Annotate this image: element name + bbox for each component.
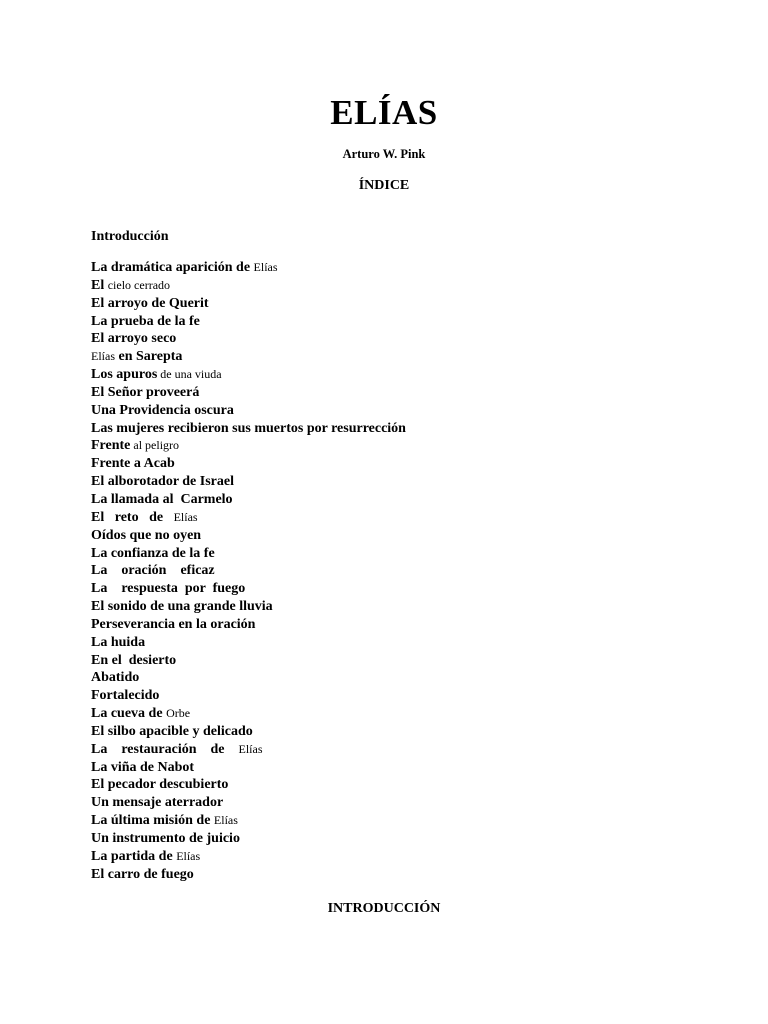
toc-heading: ÍNDICE: [358, 178, 410, 193]
toc-entry-small-text: Elías: [173, 509, 198, 524]
toc-entry[interactable]: [91, 598, 406, 616]
toc-entry-introduction[interactable]: Introducción: [91, 229, 169, 244]
toc-entry-text: El arroyo de Querit: [91, 295, 209, 311]
toc-entry-text: Perseverancia en la oración: [91, 616, 256, 632]
toc-entry-text: El Señor proveerá: [91, 384, 200, 400]
toc-entry[interactable]: [91, 741, 406, 759]
toc-entry-small-text: al peligro: [130, 438, 180, 453]
toc-entry-text: Frente a Acab: [91, 456, 175, 472]
toc-entry-small-text: Elías: [213, 813, 238, 828]
toc-entry[interactable]: [91, 616, 406, 634]
toc-entry-text: Una Providencia oscura: [91, 402, 234, 418]
toc-entry[interactable]: [91, 277, 406, 295]
toc-entry-text: La partida de: [91, 848, 177, 864]
toc-entry-text: El carro de fuego: [91, 866, 194, 882]
toc-entry[interactable]: [91, 420, 406, 438]
toc-entry-text: Un instrumento de juicio: [91, 831, 240, 846]
toc-entry[interactable]: [91, 313, 406, 331]
toc-entry[interactable]: [91, 812, 406, 830]
toc-entry-text: Los apuros: [91, 367, 158, 383]
toc-entry-text: Las mujeres recibieron sus muertos por resurrección: [91, 420, 406, 436]
toc-entry-text: La dramática aparición de: [91, 260, 254, 275]
toc-entry[interactable]: [91, 759, 406, 777]
toc-entry[interactable]: [91, 402, 406, 420]
toc-entry[interactable]: [91, 259, 406, 277]
toc-entry-small-text: Elías: [238, 741, 263, 756]
toc-entry[interactable]: [91, 473, 406, 491]
toc-entry[interactable]: [91, 705, 406, 723]
toc-entry[interactable]: [91, 295, 406, 313]
toc-entry-text: Frente: [91, 438, 131, 454]
toc-entry[interactable]: [91, 348, 406, 366]
toc-entry-text: La llamada al Carmelo: [91, 491, 233, 507]
toc-entry-text: El arroyo seco: [91, 331, 177, 347]
toc-entry[interactable]: [91, 384, 406, 402]
toc-entry-text: El silbo apacible y delicado: [91, 723, 253, 739]
toc-entry[interactable]: [91, 634, 406, 652]
toc-entry-text: En el desierto: [91, 652, 177, 668]
table-of-contents: [91, 259, 406, 884]
toc-entry[interactable]: [91, 545, 406, 563]
toc-entry-small-text: Elías: [176, 848, 201, 863]
toc-entry[interactable]: [91, 794, 406, 812]
toc-entry-tail-text: en Sarepta: [115, 349, 183, 365]
toc-entry-text: Oídos que no oyen: [91, 527, 202, 543]
toc-entry-text: La restauración de: [91, 741, 239, 757]
toc-entry[interactable]: [91, 652, 406, 670]
toc-entry-text: El sonido de una grande lluvia: [91, 599, 273, 615]
toc-entry-small-text: Elías: [253, 260, 278, 274]
toc-entry-text: La respuesta por fuego: [91, 581, 246, 597]
toc-entry[interactable]: [91, 687, 406, 705]
toc-entry[interactable]: [91, 866, 406, 884]
toc-entry[interactable]: [91, 580, 406, 598]
toc-entry-text: La confianza de la fe: [91, 545, 215, 561]
toc-entry[interactable]: [91, 776, 406, 794]
toc-entry[interactable]: [91, 669, 406, 687]
toc-entry[interactable]: [91, 562, 406, 580]
toc-entry-text: La oración eficaz: [91, 563, 215, 579]
toc-entry-small-text: cielo cerrado: [107, 277, 171, 292]
toc-entry[interactable]: [91, 509, 406, 527]
toc-entry-text: El: [91, 277, 108, 293]
toc-entry-text: La prueba de la fe: [91, 313, 200, 329]
document-title: ELÍAS: [330, 93, 438, 132]
toc-entry[interactable]: [91, 491, 406, 509]
toc-entry-text: Un mensaje aterrador: [91, 795, 224, 811]
toc-entry-small-text: Orbe: [166, 706, 191, 721]
toc-entry-text: Abatido: [91, 670, 140, 686]
toc-entry-text: El pecador descubierto: [91, 777, 229, 793]
toc-entry-text: El reto de: [91, 509, 174, 525]
toc-entry[interactable]: [91, 455, 406, 473]
toc-entry[interactable]: [91, 848, 406, 866]
toc-entry-small-text: Elías: [91, 349, 115, 364]
toc-entry-text: La última misión de: [91, 813, 214, 829]
toc-entry[interactable]: [91, 723, 406, 741]
toc-entry[interactable]: [91, 527, 406, 545]
toc-entry[interactable]: [91, 830, 406, 848]
toc-entry-small-text: de una viuda: [157, 367, 222, 382]
toc-entry[interactable]: [91, 366, 406, 384]
toc-entry-text: El alborotador de Israel: [91, 474, 234, 490]
toc-entry-text: Fortalecido: [91, 688, 160, 704]
toc-entry[interactable]: [91, 330, 406, 348]
author-name: Arturo W. Pink: [342, 147, 426, 161]
toc-entry-text: La viña de Nabot: [91, 759, 195, 775]
section-heading-introduction: INTRODUCCIÓN: [327, 901, 441, 916]
toc-entry-text: La cueva de: [91, 706, 167, 722]
toc-entry[interactable]: [91, 437, 406, 455]
toc-entry-text: La huida: [91, 634, 146, 650]
